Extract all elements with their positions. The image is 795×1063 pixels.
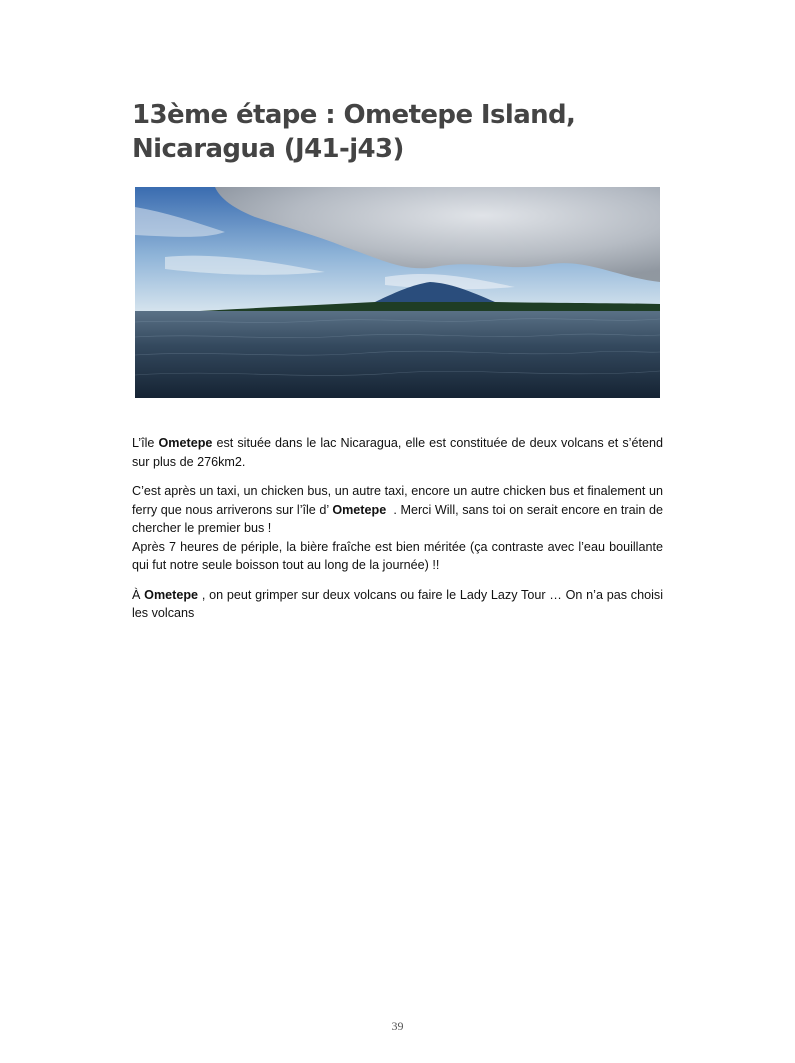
- place-name: Ometepe: [158, 436, 213, 450]
- page-number: 39: [391, 1019, 404, 1033]
- article-body: [132, 434, 667, 634]
- paragraph-intro: L’île Ometepe est située dans le lac Nicaragua, elle est constituée de deux volcans et s’étend sur plus de 276km2.: [132, 436, 663, 469]
- paragraph-journey: C’est après un taxi, un chicken bus, un autre taxi, encore un autre chicken bus et finalement un ferry que nous arriverons sur l’île d’ Ometepe . Merci Will, sans toi on serait encore en train de chercher le premier bus !: [132, 484, 667, 535]
- paragraph-beer: Après 7 heures de périple, la bière fraîche est bien méritée (ça contraste avec l’eau bouillante qui fut notre seule boisson tout au long de la journée) !!: [132, 539, 663, 572]
- lake-volcano-photo: [135, 187, 660, 398]
- place-name: Ometepe: [332, 502, 387, 517]
- page-title: 13ème étape : Ometepe Island, Nicaragua (J41-j43): [132, 100, 576, 164]
- place-name: Ometepe: [144, 587, 199, 602]
- paragraph-activities: À Ometepe , on peut grimper sur deux volcans ou faire le Lady Lazy Tour … On n’a pas choisi les volcans: [132, 587, 663, 620]
